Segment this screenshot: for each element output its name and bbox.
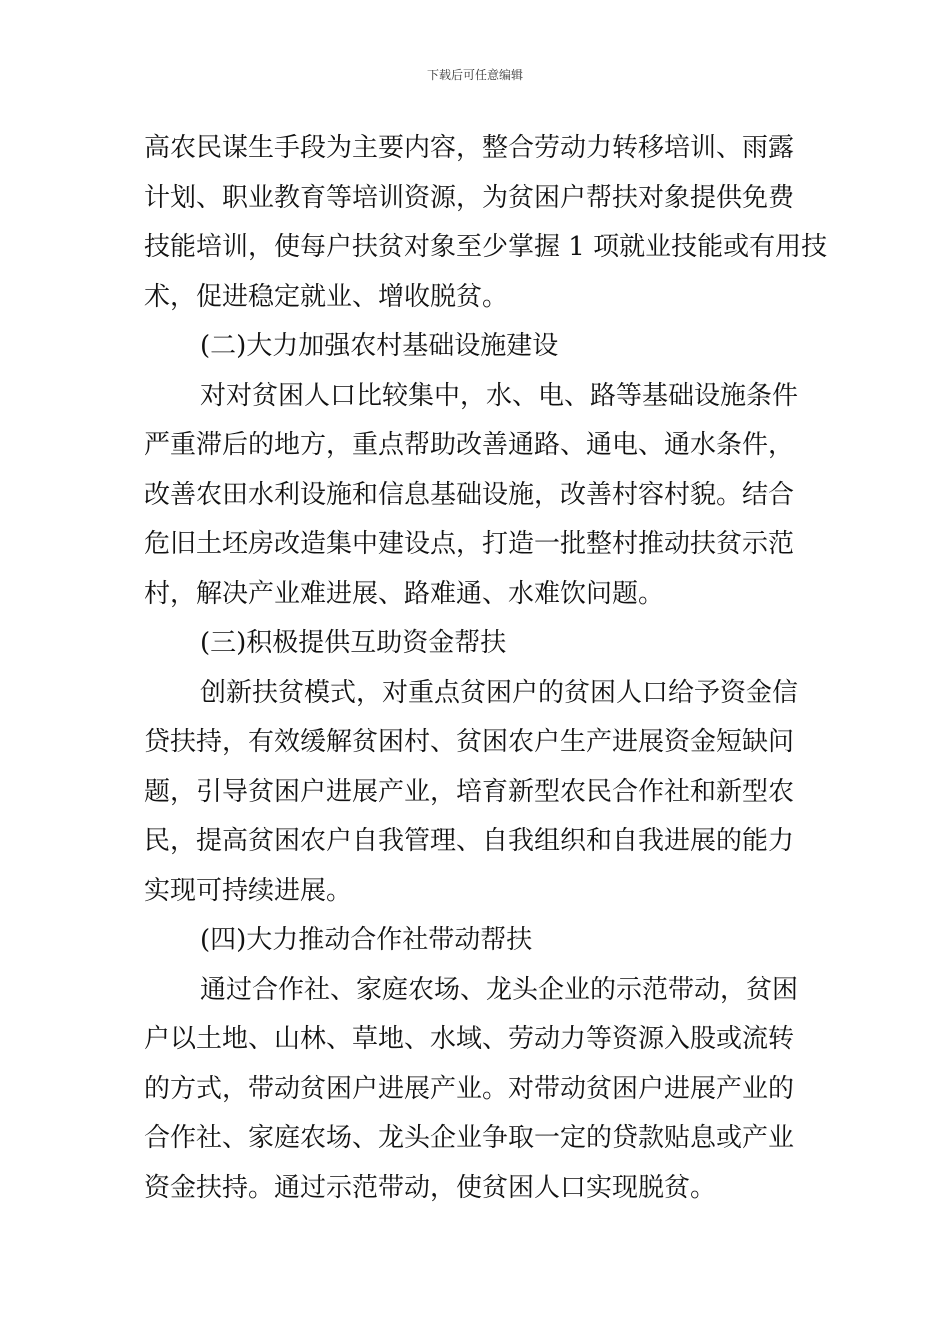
text-line: 计划、职业教育等培训资源，为贫困户帮扶对象提供免费 bbox=[144, 182, 795, 213]
text-line: 技能培训，使每户扶贫对象至少掌握 1 项就业技能或有用技 bbox=[144, 232, 828, 262]
text-line: 题，引导贫困户进展产业，培育新型农民合作社和新型农 bbox=[144, 776, 795, 807]
body-text bbox=[144, 124, 828, 1213]
paragraph-first-line: 对对贫困人口比较集中，水、电、路等基础设施条件 bbox=[200, 380, 799, 411]
text-line: 高农民谋生手段为主要内容，整合劳动力转移培训、雨露 bbox=[144, 133, 795, 163]
text-line: 的方式，带动贫困户进展产业。对带动贫困户进展产业的 bbox=[144, 1073, 795, 1104]
text-line: 严重滞后的地方，重点帮助改善通路、通电、通水条件， bbox=[144, 430, 795, 460]
text-line: 改善农田水利设施和信息基础设施，改善村容村貌。结合 bbox=[144, 479, 795, 510]
text-line: 贷扶持，有效缓解贫困村、贫困农户生产进展资金短缺问 bbox=[144, 727, 795, 757]
text-line: 实现可持续进展。 bbox=[144, 875, 353, 906]
paragraph-first-line: 通过合作社、家庭农场、龙头企业的示范带动，贫困 bbox=[200, 974, 799, 1005]
section-heading: (三)积极提供互助资金帮扶 bbox=[200, 628, 507, 658]
section-heading: (二)大力加强农村基础设施建设 bbox=[200, 331, 559, 361]
text-line: 民，提高贫困农户自我管理、自我组织和自我进展的能力 bbox=[144, 826, 795, 856]
header-note: 下载后可任意编辑 bbox=[426, 68, 523, 82]
text-line: 村，解决产业难进展、路难通、水难饮问题。 bbox=[144, 578, 665, 609]
text-line: 危旧土坯房改造集中建设点，打造一批整村推动扶贫示范 bbox=[144, 529, 795, 559]
section-heading: (四)大力推动合作社带动帮扶 bbox=[200, 925, 533, 955]
paragraph-first-line: 创新扶贫模式，对重点贫困户的贫困人口给予资金信 bbox=[200, 677, 799, 708]
text-line: 户以土地、山林、草地、水域、劳动力等资源入股或流转 bbox=[144, 1024, 795, 1054]
text-line: 资金扶持。通过示范带动，使贫困人口实现脱贫。 bbox=[144, 1172, 717, 1203]
text-line: 合作社、家庭农场、龙头企业争取一定的贷款贴息或产业 bbox=[144, 1123, 795, 1153]
text-line: 术，促进稳定就业、增收脱贫。 bbox=[144, 281, 509, 312]
